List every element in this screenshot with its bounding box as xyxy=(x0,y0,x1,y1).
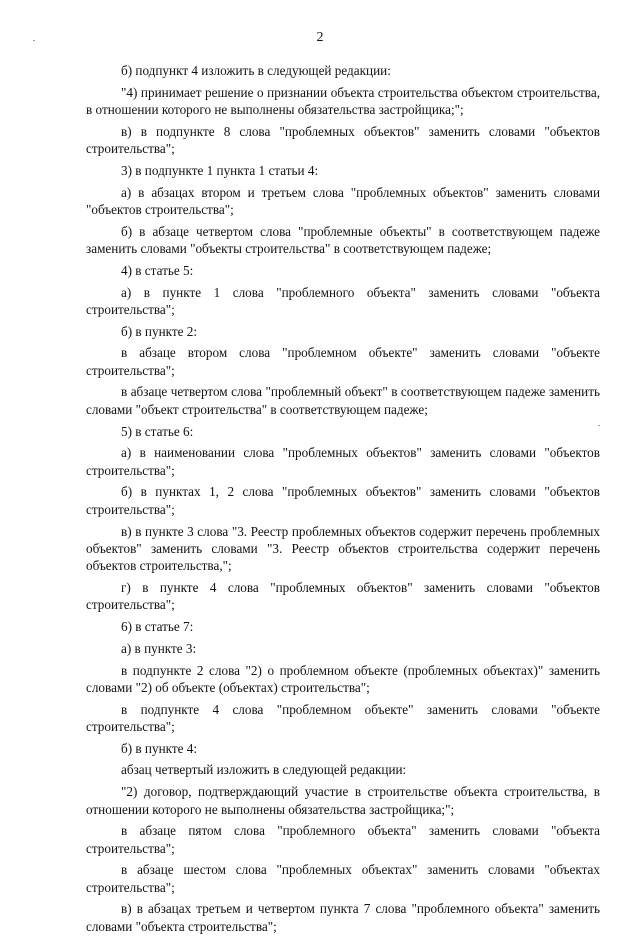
paragraph: в подпункте 2 слова "2) о проблемном объекте (проблемных объектах)" заменить словами "2) об объекте (объектах) строительства"; xyxy=(86,662,600,695)
document-body xyxy=(86,62,600,940)
paragraph: в) в подпункте 8 слова "проблемных объектов" заменить словами "объектов строительства"; xyxy=(86,123,600,157)
paragraph: б) в пункте 2: xyxy=(121,323,198,339)
paragraph: "4) принимает решение о признании объекта строительства объектом строительства, в отношении которого не выполнены обязательства застройщика;"; xyxy=(86,84,600,118)
paragraph: 3) в подпункте 1 пункта 1 статьи 4: xyxy=(121,162,319,178)
paragraph: б) в пунктах 1, 2 слова "проблемных объектов" заменить словами "объектов строительства"; xyxy=(86,484,600,517)
paragraph: 6) в статье 7: xyxy=(121,619,194,635)
paragraph: 4) в статье 5: xyxy=(121,262,194,278)
paragraph: в) в абзацах третьем и четвертом пункта 7 слова "проблемного объекта" заменить словами "объекта строительства"; xyxy=(86,901,600,934)
paragraph: г) в пункте 4 слова "проблемных объектов" заменить словами "объектов строительства"; xyxy=(86,580,600,613)
paragraph: б) подпункт 4 изложить в следующей редакции: xyxy=(121,63,391,78)
paragraph: в подпункте 4 слова "проблемном объекте" заменить словами "объекте строительства"; xyxy=(86,701,600,735)
paragraph: а) в пункте 1 слова "проблемного объекта" заменить словами "объекта строительства"; xyxy=(86,284,600,317)
paragraph: б) в абзаце четвертом слова "проблемные объекты" в соответствующем падеже заменить словами "объекты строительства" в соответствующем падеже; xyxy=(86,223,600,257)
paragraph: абзац четвертый изложить в следующей редакции: xyxy=(121,762,407,778)
paragraph: а) в абзацах втором и третьем слова "проблемных объектов" заменить словами "объектов строительства"; xyxy=(86,184,600,218)
paragraph: в абзаце четвертом слова "проблемный объект" в соответствующем падеже заменить словами "объект строительства" в соответствующем падеже; xyxy=(86,384,600,417)
paragraph: а) в пункте 3: xyxy=(121,640,197,656)
page-number: 2 xyxy=(316,30,324,45)
paragraph: в) в пункте 3 слова "3. Реестр проблемных объектов содержит перечень проблемных объектов" заменить словами "3. Реестр объектов строительства содержит перечень объектов строительства,"; xyxy=(86,523,600,574)
paragraph: а) в наименовании слова "проблемных объектов" заменить словами "объектов строительства"; xyxy=(86,445,600,478)
paragraph: в абзаце пятом слова "проблемного объекта" заменить словами "объекта строительства"; xyxy=(86,823,600,856)
paragraph: 5) в статье 6: xyxy=(121,423,194,439)
paragraph: "2) договор, подтверждающий участие в строительстве объекта строительства, в отношении которого не выполнены обязательства застройщика;"; xyxy=(86,784,600,817)
paragraph: б) в пункте 4: xyxy=(121,740,198,756)
paragraph: в абзаце шестом слова "проблемных объектах" заменить словами "объектах строительства"; xyxy=(86,862,600,895)
paragraph: в абзаце втором слова "проблемном объекте" заменить словами "объекте строительства"; xyxy=(86,345,600,378)
